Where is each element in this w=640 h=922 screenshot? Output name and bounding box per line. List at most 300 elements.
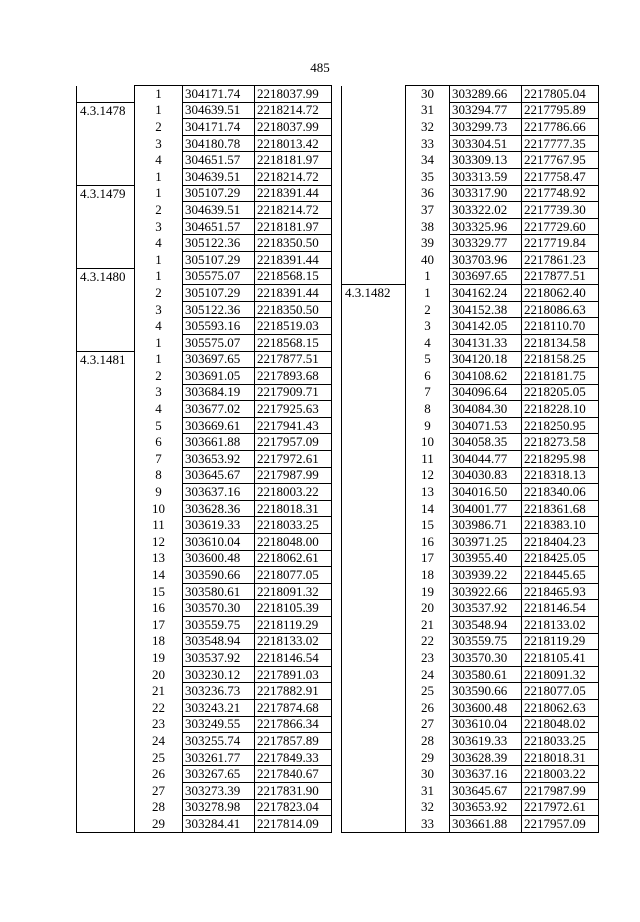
parcel-id-cell <box>342 202 406 219</box>
parcel-id-cell <box>342 318 406 335</box>
point-number-cell: 15 <box>406 517 450 534</box>
x-coordinate-cell: 303255.74 <box>183 733 255 750</box>
y-coordinate-cell: 2217987.99 <box>255 467 332 484</box>
x-coordinate-cell: 304162.24 <box>450 285 522 302</box>
x-coordinate-cell: 304171.74 <box>183 119 255 136</box>
table-row <box>342 517 599 534</box>
point-number-cell: 21 <box>135 683 183 700</box>
table-row <box>77 799 332 816</box>
table-row <box>342 401 599 418</box>
parcel-id-cell <box>77 816 135 833</box>
parcel-id-cell <box>77 285 135 302</box>
x-coordinate-cell: 303537.92 <box>450 600 522 617</box>
y-coordinate-cell: 2218003.22 <box>255 484 332 501</box>
coordinates-table-left <box>76 85 332 833</box>
parcel-id-cell <box>342 749 406 766</box>
table-row <box>77 816 332 833</box>
point-number-cell: 11 <box>135 517 183 534</box>
point-number-cell: 2 <box>135 368 183 385</box>
y-coordinate-cell: 2218214.72 <box>255 202 332 219</box>
point-number-cell: 1 <box>135 102 183 119</box>
point-number-cell: 28 <box>406 733 450 750</box>
point-number-cell: 27 <box>135 782 183 799</box>
y-coordinate-cell: 2218318.13 <box>522 467 599 484</box>
x-coordinate-cell: 303645.67 <box>450 782 522 799</box>
parcel-id-cell <box>77 135 135 152</box>
y-coordinate-cell: 2217957.09 <box>255 434 332 451</box>
point-number-cell: 23 <box>406 650 450 667</box>
y-coordinate-cell: 2217857.89 <box>255 733 332 750</box>
x-coordinate-cell: 303548.94 <box>450 617 522 634</box>
x-coordinate-cell: 304152.38 <box>450 301 522 318</box>
y-coordinate-cell: 2218465.93 <box>522 583 599 600</box>
point-number-cell: 4 <box>135 235 183 252</box>
table-row <box>77 135 332 152</box>
table-row <box>77 500 332 517</box>
table-row <box>342 384 599 401</box>
point-number-cell: 25 <box>135 749 183 766</box>
y-coordinate-cell: 2218181.97 <box>255 218 332 235</box>
x-coordinate-cell: 303955.40 <box>450 550 522 567</box>
table-row <box>342 102 599 119</box>
x-coordinate-cell: 305107.29 <box>183 251 255 268</box>
table-row <box>342 733 599 750</box>
table-row <box>342 351 599 368</box>
y-coordinate-cell: 2218062.61 <box>255 550 332 567</box>
x-coordinate-cell: 303570.30 <box>183 600 255 617</box>
x-coordinate-cell: 303661.88 <box>183 434 255 451</box>
y-coordinate-cell: 2217861.23 <box>522 251 599 268</box>
parcel-id-cell <box>342 467 406 484</box>
y-coordinate-cell: 2218037.99 <box>255 119 332 136</box>
table-row <box>77 202 332 219</box>
point-number-cell: 32 <box>406 119 450 136</box>
x-coordinate-cell: 303317.90 <box>450 185 522 202</box>
parcel-id-cell <box>77 683 135 700</box>
y-coordinate-cell: 2217767.95 <box>522 152 599 169</box>
table-row <box>77 235 332 252</box>
parcel-id-cell <box>342 650 406 667</box>
point-number-cell: 11 <box>406 451 450 468</box>
parcel-id-cell <box>342 534 406 551</box>
y-coordinate-cell: 2217925.63 <box>255 401 332 418</box>
parcel-id-cell <box>342 699 406 716</box>
parcel-id-cell <box>342 799 406 816</box>
x-coordinate-cell: 305122.36 <box>183 235 255 252</box>
point-number-cell: 18 <box>406 567 450 584</box>
parcel-id-cell <box>342 218 406 235</box>
table-row <box>342 301 599 318</box>
parcel-id-cell <box>77 168 135 185</box>
table-row <box>342 534 599 551</box>
parcel-id-cell <box>77 782 135 799</box>
x-coordinate-cell: 304120.18 <box>450 351 522 368</box>
point-number-cell: 7 <box>406 384 450 401</box>
point-number-cell: 10 <box>406 434 450 451</box>
y-coordinate-cell: 2218077.05 <box>255 567 332 584</box>
x-coordinate-cell: 303697.65 <box>450 268 522 285</box>
point-number-cell: 1 <box>135 168 183 185</box>
parcel-id-cell <box>77 119 135 136</box>
y-coordinate-cell: 2217891.03 <box>255 666 332 683</box>
point-number-cell: 18 <box>135 633 183 650</box>
y-coordinate-cell: 2217805.04 <box>522 86 599 103</box>
y-coordinate-cell: 2218133.02 <box>255 633 332 650</box>
x-coordinate-cell: 303236.73 <box>183 683 255 700</box>
y-coordinate-cell: 2218134.58 <box>522 334 599 351</box>
y-coordinate-cell: 2218340.06 <box>522 484 599 501</box>
table-row <box>342 268 599 285</box>
parcel-id-cell <box>77 152 135 169</box>
parcel-id-cell <box>342 251 406 268</box>
table-row <box>77 285 332 302</box>
y-coordinate-cell: 2217840.67 <box>255 766 332 783</box>
parcel-id-cell <box>342 401 406 418</box>
parcel-id-cell <box>342 384 406 401</box>
parcel-id-cell <box>77 484 135 501</box>
parcel-id-cell <box>342 119 406 136</box>
point-number-cell: 4 <box>135 152 183 169</box>
table-row <box>77 567 332 584</box>
table-row <box>342 484 599 501</box>
parcel-id-cell <box>342 683 406 700</box>
point-number-cell: 20 <box>135 666 183 683</box>
point-number-cell: 3 <box>135 135 183 152</box>
table-row <box>342 218 599 235</box>
parcel-id-cell <box>342 716 406 733</box>
point-number-cell: 17 <box>135 617 183 634</box>
parcel-id-cell <box>342 782 406 799</box>
table-row <box>342 417 599 434</box>
x-coordinate-cell: 303637.16 <box>450 766 522 783</box>
table-row <box>342 251 599 268</box>
point-number-cell: 3 <box>406 318 450 335</box>
point-number-cell: 24 <box>406 666 450 683</box>
y-coordinate-cell: 2218214.72 <box>255 168 332 185</box>
table-row <box>77 749 332 766</box>
y-coordinate-cell: 2218018.31 <box>255 500 332 517</box>
y-coordinate-cell: 2217882.91 <box>255 683 332 700</box>
parcel-id-cell <box>77 799 135 816</box>
point-number-cell: 9 <box>135 484 183 501</box>
y-coordinate-cell: 2218391.44 <box>255 285 332 302</box>
y-coordinate-cell: 2217877.51 <box>255 351 332 368</box>
point-number-cell: 8 <box>135 467 183 484</box>
point-number-cell: 1 <box>135 268 183 285</box>
x-coordinate-cell: 304030.83 <box>450 467 522 484</box>
x-coordinate-cell: 303261.77 <box>183 749 255 766</box>
x-coordinate-cell: 303703.96 <box>450 251 522 268</box>
y-coordinate-cell: 2217866.34 <box>255 716 332 733</box>
y-coordinate-cell: 2218077.05 <box>522 683 599 700</box>
table-row <box>342 235 599 252</box>
point-number-cell: 4 <box>406 334 450 351</box>
y-coordinate-cell: 2217729.60 <box>522 218 599 235</box>
parcel-id-cell <box>342 550 406 567</box>
point-number-cell: 25 <box>406 683 450 700</box>
x-coordinate-cell: 303230.12 <box>183 666 255 683</box>
table-row <box>342 434 599 451</box>
point-number-cell: 23 <box>135 716 183 733</box>
x-coordinate-cell: 303661.88 <box>450 816 522 833</box>
y-coordinate-cell: 2218105.39 <box>255 600 332 617</box>
y-coordinate-cell: 2218119.29 <box>255 617 332 634</box>
x-coordinate-cell: 305122.36 <box>183 301 255 318</box>
parcel-id-cell <box>342 152 406 169</box>
parcel-id-cell <box>77 567 135 584</box>
table-row <box>77 334 332 351</box>
y-coordinate-cell: 2217874.68 <box>255 699 332 716</box>
y-coordinate-cell: 2218425.05 <box>522 550 599 567</box>
x-coordinate-cell: 304651.57 <box>183 218 255 235</box>
table-row <box>77 318 332 335</box>
parcel-id-cell <box>342 301 406 318</box>
table-row <box>77 683 332 700</box>
y-coordinate-cell: 2217719.84 <box>522 235 599 252</box>
table-row <box>342 600 599 617</box>
y-coordinate-cell: 2217739.30 <box>522 202 599 219</box>
y-coordinate-cell: 2217877.51 <box>522 268 599 285</box>
parcel-id-cell <box>77 517 135 534</box>
parcel-id-cell <box>342 583 406 600</box>
point-number-cell: 13 <box>135 550 183 567</box>
point-number-cell: 33 <box>406 816 450 833</box>
y-coordinate-cell: 2218568.15 <box>255 268 332 285</box>
x-coordinate-cell: 305107.29 <box>183 185 255 202</box>
table-row <box>342 766 599 783</box>
y-coordinate-cell: 2218568.15 <box>255 334 332 351</box>
parcel-id-cell <box>342 633 406 650</box>
y-coordinate-cell: 2218350.50 <box>255 235 332 252</box>
x-coordinate-cell: 303329.77 <box>450 235 522 252</box>
parcel-id-cell <box>342 334 406 351</box>
coordinates-table-right <box>341 85 599 833</box>
parcel-id-cell <box>77 318 135 335</box>
point-number-cell: 19 <box>406 583 450 600</box>
y-coordinate-cell: 2217786.66 <box>522 119 599 136</box>
point-number-cell: 1 <box>406 268 450 285</box>
parcel-id-cell <box>77 500 135 517</box>
point-number-cell: 16 <box>406 534 450 551</box>
x-coordinate-cell: 303590.66 <box>183 567 255 584</box>
y-coordinate-cell: 2218250.95 <box>522 417 599 434</box>
y-coordinate-cell: 2218037.99 <box>255 86 332 103</box>
point-number-cell: 27 <box>406 716 450 733</box>
y-coordinate-cell: 2218519.03 <box>255 318 332 335</box>
parcel-id-cell <box>342 816 406 833</box>
point-number-cell: 38 <box>406 218 450 235</box>
point-number-cell: 12 <box>406 467 450 484</box>
y-coordinate-cell: 2218273.58 <box>522 434 599 451</box>
parcel-id-cell <box>342 451 406 468</box>
parcel-id-cell <box>342 168 406 185</box>
point-number-cell: 37 <box>406 202 450 219</box>
table-row <box>342 467 599 484</box>
table-row <box>342 683 599 700</box>
parcel-id-cell <box>342 368 406 385</box>
table-row <box>342 699 599 716</box>
table-row <box>342 816 599 833</box>
x-coordinate-cell: 303580.61 <box>450 666 522 683</box>
x-coordinate-cell: 303939.22 <box>450 567 522 584</box>
parcel-id-cell <box>77 86 135 103</box>
parcel-id-cell <box>77 417 135 434</box>
parcel-id-cell <box>342 417 406 434</box>
y-coordinate-cell: 2217957.09 <box>522 816 599 833</box>
table-row <box>77 301 332 318</box>
y-coordinate-cell: 2218214.72 <box>255 102 332 119</box>
table-row <box>77 633 332 650</box>
parcel-id-cell <box>77 384 135 401</box>
x-coordinate-cell: 303691.05 <box>183 368 255 385</box>
point-number-cell: 22 <box>406 633 450 650</box>
table-row <box>342 799 599 816</box>
x-coordinate-cell: 303537.92 <box>183 650 255 667</box>
y-coordinate-cell: 2217823.04 <box>255 799 332 816</box>
parcel-id-cell <box>342 185 406 202</box>
point-number-cell: 26 <box>406 699 450 716</box>
table-row <box>342 650 599 667</box>
table-row <box>342 617 599 634</box>
x-coordinate-cell: 305575.07 <box>183 268 255 285</box>
y-coordinate-cell: 2218033.25 <box>255 517 332 534</box>
x-coordinate-cell: 304639.51 <box>183 168 255 185</box>
parcel-id-cell <box>77 202 135 219</box>
table-row <box>342 500 599 517</box>
y-coordinate-cell: 2218003.22 <box>522 766 599 783</box>
table-row <box>342 318 599 335</box>
point-number-cell: 1 <box>135 251 183 268</box>
x-coordinate-cell: 303294.77 <box>450 102 522 119</box>
table-row <box>342 550 599 567</box>
point-number-cell: 17 <box>406 550 450 567</box>
x-coordinate-cell: 304044.77 <box>450 451 522 468</box>
table-row <box>77 716 332 733</box>
x-coordinate-cell: 303590.66 <box>450 683 522 700</box>
point-number-cell: 4 <box>135 318 183 335</box>
point-number-cell: 29 <box>406 749 450 766</box>
table-row <box>342 666 599 683</box>
point-number-cell: 2 <box>135 119 183 136</box>
table-row <box>77 102 332 119</box>
y-coordinate-cell: 2217909.71 <box>255 384 332 401</box>
point-number-cell: 19 <box>135 650 183 667</box>
point-number-cell: 2 <box>135 202 183 219</box>
y-coordinate-cell: 2217893.68 <box>255 368 332 385</box>
table-row <box>342 782 599 799</box>
table-row <box>77 417 332 434</box>
y-coordinate-cell: 2218181.75 <box>522 368 599 385</box>
x-coordinate-cell: 304142.05 <box>450 318 522 335</box>
point-number-cell: 33 <box>406 135 450 152</box>
parcel-id-cell <box>77 583 135 600</box>
parcel-id-cell <box>77 600 135 617</box>
point-number-cell: 21 <box>406 617 450 634</box>
x-coordinate-cell: 303548.94 <box>183 633 255 650</box>
table-row <box>77 251 332 268</box>
point-number-cell: 15 <box>135 583 183 600</box>
y-coordinate-cell: 2218228.10 <box>522 401 599 418</box>
parcel-id-cell <box>77 451 135 468</box>
table-row <box>77 368 332 385</box>
y-coordinate-cell: 2218146.54 <box>255 650 332 667</box>
y-coordinate-cell: 2217748.92 <box>522 185 599 202</box>
y-coordinate-cell: 2218205.05 <box>522 384 599 401</box>
table-row <box>342 185 599 202</box>
y-coordinate-cell: 2218062.63 <box>522 699 599 716</box>
table-row <box>77 550 332 567</box>
point-number-cell: 1 <box>135 86 183 103</box>
table-row <box>77 451 332 468</box>
x-coordinate-cell: 303971.25 <box>450 534 522 551</box>
x-coordinate-cell: 304639.51 <box>183 102 255 119</box>
table-row <box>77 766 332 783</box>
parcel-id-cell <box>77 749 135 766</box>
y-coordinate-cell: 2218146.54 <box>522 600 599 617</box>
parcel-id-cell <box>342 567 406 584</box>
point-number-cell: 2 <box>135 285 183 302</box>
x-coordinate-cell: 305575.07 <box>183 334 255 351</box>
x-coordinate-cell: 303313.59 <box>450 168 522 185</box>
parcel-id-cell <box>342 102 406 119</box>
table-row <box>342 135 599 152</box>
x-coordinate-cell: 304071.53 <box>450 417 522 434</box>
y-coordinate-cell: 2217972.61 <box>255 451 332 468</box>
y-coordinate-cell: 2218404.23 <box>522 534 599 551</box>
x-coordinate-cell: 304058.35 <box>450 434 522 451</box>
x-coordinate-cell: 304001.77 <box>450 500 522 517</box>
x-coordinate-cell: 304651.57 <box>183 152 255 169</box>
point-number-cell: 5 <box>135 417 183 434</box>
x-coordinate-cell: 303653.92 <box>183 451 255 468</box>
x-coordinate-cell: 303653.92 <box>450 799 522 816</box>
y-coordinate-cell: 2218018.31 <box>522 749 599 766</box>
y-coordinate-cell: 2218086.63 <box>522 301 599 318</box>
x-coordinate-cell: 303249.55 <box>183 716 255 733</box>
x-coordinate-cell: 303669.61 <box>183 417 255 434</box>
point-number-cell: 3 <box>135 384 183 401</box>
point-number-cell: 34 <box>406 152 450 169</box>
y-coordinate-cell: 2218391.44 <box>255 251 332 268</box>
table-row <box>342 202 599 219</box>
parcel-id-cell <box>342 86 406 103</box>
x-coordinate-cell: 303619.33 <box>183 517 255 534</box>
x-coordinate-cell: 304016.50 <box>450 484 522 501</box>
parcel-id-cell <box>342 733 406 750</box>
y-coordinate-cell: 2217758.47 <box>522 168 599 185</box>
point-number-cell: 26 <box>135 766 183 783</box>
x-coordinate-cell: 303628.36 <box>183 500 255 517</box>
table-row <box>77 617 332 634</box>
point-number-cell: 14 <box>406 500 450 517</box>
x-coordinate-cell: 303580.61 <box>183 583 255 600</box>
point-number-cell: 6 <box>135 434 183 451</box>
table-row <box>342 583 599 600</box>
table-row <box>77 268 332 285</box>
x-coordinate-cell: 303922.66 <box>450 583 522 600</box>
point-number-cell: 5 <box>406 351 450 368</box>
x-coordinate-cell: 303637.16 <box>183 484 255 501</box>
y-coordinate-cell: 2217831.90 <box>255 782 332 799</box>
y-coordinate-cell: 2217849.33 <box>255 749 332 766</box>
x-coordinate-cell: 303628.39 <box>450 749 522 766</box>
x-coordinate-cell: 303278.98 <box>183 799 255 816</box>
table-row <box>342 451 599 468</box>
point-number-cell: 1 <box>406 285 450 302</box>
parcel-id-cell <box>77 467 135 484</box>
x-coordinate-cell: 304084.30 <box>450 401 522 418</box>
point-number-cell: 29 <box>135 816 183 833</box>
